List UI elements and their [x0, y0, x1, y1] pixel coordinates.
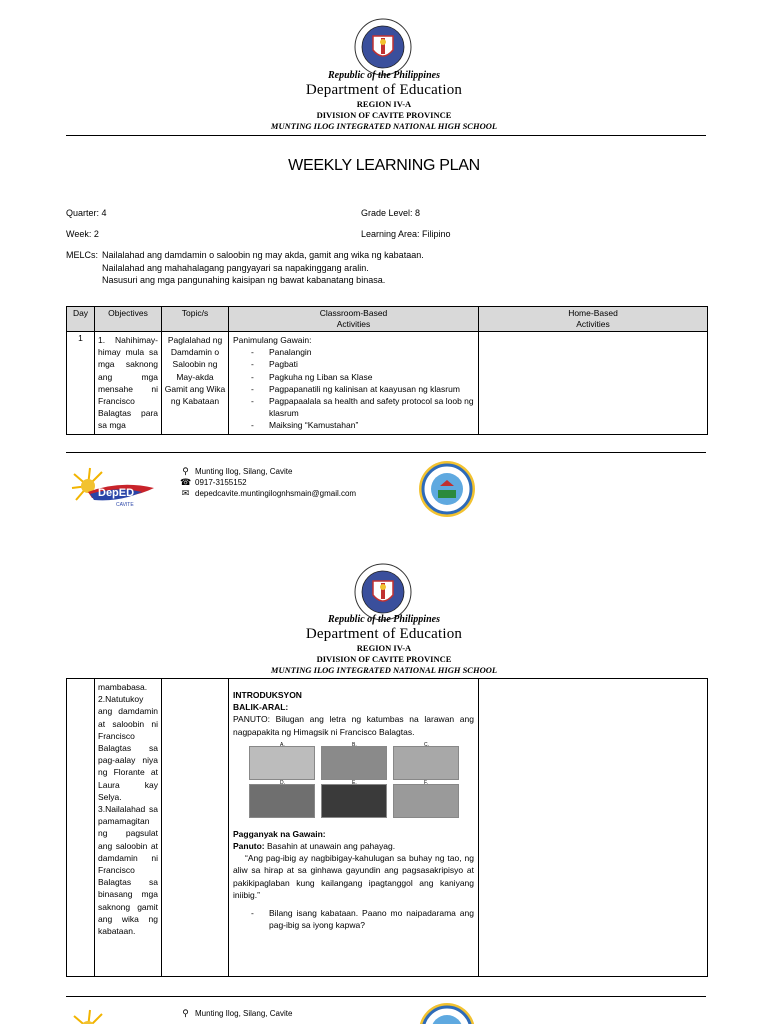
region-text: REGION IV-A — [356, 643, 412, 653]
school-logo-icon — [418, 1002, 476, 1024]
activities-list — [233, 346, 474, 431]
list-item: - Pagbati — [233, 358, 474, 370]
quarter-label: Quarter: 4 — [66, 208, 107, 218]
deped-cavite-logo — [70, 1008, 156, 1024]
page-title: WEEKLY LEARNING PLAN — [288, 157, 480, 174]
day-cell — [67, 679, 95, 977]
introduction-heading: INTRODUKSYON — [233, 690, 302, 700]
list-item: - Bilang isang kabataan. Paano mo naipadarama ang pag-ibig sa iyong kapwa? — [233, 907, 474, 931]
motivation-heading: Pagganyak na Gawain: — [233, 828, 326, 839]
classroom-activities-cell — [229, 332, 479, 435]
list-item: - Pagkuha ng Liban sa Klase — [233, 371, 474, 383]
choice-image: B. — [321, 746, 387, 780]
choice-image: D. — [249, 784, 315, 818]
deped-seal-icon — [354, 18, 412, 76]
deped-cavite-logo — [70, 466, 156, 508]
objectives-cell: 1. Nahihimay-himay mula sa mga saknong ang mga mensahe ni Francisco Balagtas para sa mga — [95, 332, 162, 435]
department-text: Department of Education — [305, 626, 463, 642]
footer-divider — [66, 996, 706, 997]
melc-item: Nailalahad ang mahahalagang pangyayari sa napakinggang aralin. — [102, 262, 369, 273]
melc-item: Nasusuri ang mga pangunahing kaisipan ng bawat kabanatang binasa. — [102, 275, 386, 285]
day-cell: 1 — [67, 332, 95, 435]
choice-image: A. — [249, 746, 315, 780]
telephone-icon: ☎ — [180, 477, 192, 487]
footer-divider — [66, 452, 706, 453]
header-day: Day — [67, 307, 95, 332]
classroom-activities-cell — [229, 679, 479, 977]
header-topics: Topic/s — [162, 307, 229, 332]
division-text: DIVISION OF CAVITE PROVINCE — [316, 110, 452, 120]
choice-image: E. — [321, 784, 387, 818]
contact-info — [180, 466, 356, 499]
envelope-icon: ✉ — [181, 488, 190, 498]
learning-plan-table-continued — [66, 678, 708, 977]
school-text: MUNTING ILOG INTEGRATED NATIONAL HIGH SCHOOL — [270, 665, 498, 675]
grade-level-label: Grade Level: 8 — [361, 208, 421, 218]
address-text: Munting Ilog, Silang, Cavite — [195, 467, 293, 476]
header-home: Home-Based Activities — [479, 307, 708, 332]
school-logo-icon — [418, 460, 476, 518]
list-item: - Pagpapanatili ng kalinisan at kaayusan ng klasrum — [233, 383, 474, 395]
contact-info — [180, 1008, 292, 1019]
motivation-instructions: Panuto: Basahin at unawain ang pahayag. — [233, 841, 396, 852]
deped-logo-subtext: CAVITE — [116, 502, 134, 508]
letterhead — [0, 614, 768, 676]
melcs-block — [66, 249, 526, 287]
question-list — [233, 907, 474, 931]
choice-image: F. — [393, 784, 459, 818]
header-classroom: Classroom-Based Activities — [229, 307, 479, 332]
melc-item: Nailalahad ang damdamin o saloobin ng may akda, gamit ang wika ng kabataan. — [102, 250, 424, 260]
picture-choices — [249, 741, 474, 818]
choice-image: C. — [393, 746, 459, 780]
header-objectives: Objectives — [95, 307, 162, 332]
header-divider — [66, 135, 706, 136]
department-text: Department of Education — [305, 82, 463, 98]
activities-title: Panimulang Gawain: — [233, 335, 312, 345]
review-instructions: PANUTO: Bilugan ang letra ng katumbas na larawan ang nagpapakita ng Himagsik ni Francisco Balagtas. — [233, 714, 474, 737]
page-2 — [0, 548, 768, 1024]
home-activities-cell — [479, 679, 708, 977]
table-row — [67, 332, 708, 435]
topics-cell — [162, 679, 229, 977]
melcs-label: MELCs: — [66, 250, 99, 260]
table-row — [67, 679, 708, 977]
home-activities-cell — [479, 332, 708, 435]
division-text: DIVISION OF CAVITE PROVINCE — [316, 654, 452, 664]
review-heading: BALIK-ARAL: — [233, 702, 289, 713]
learning-area-label: Learning Area: Filipino — [361, 229, 451, 239]
region-text: REGION IV-A — [356, 99, 412, 109]
list-item: - Pagpapaalala sa health and safety protocol sa loob ng klasrum — [233, 395, 474, 419]
learning-plan-table — [66, 306, 708, 435]
objectives-cell: mambabasa. 2.Natutukoy ang damdamin at saloobin ni Francisco Balagtas sa pag-aalay niya ng Florante at Laura kay Selya. 3.Nailalahad sa pamamagitan ng pagsulat ang saloobin at damdamin ni Francisco Balagtas sa binasang mga saknong gamit ang wika ng kabataan. — [95, 679, 162, 977]
location-pin-icon: ⚲ — [182, 1008, 189, 1018]
location-pin-icon: ⚲ — [182, 466, 189, 476]
deped-seal-icon — [354, 563, 412, 621]
republic-text: Republic of the Philippines — [328, 70, 440, 81]
list-item: - Maiksing “Kamustahan” — [233, 419, 474, 431]
letterhead — [0, 70, 768, 132]
email-text: depedcavite.muntingilognhsmain@gmail.com — [195, 489, 357, 498]
topics-cell: Paglalahad ng Damdamin o Saloobin ng May-akda Gamit ang Wika ng Kabataan — [162, 332, 229, 435]
republic-text: Republic of the Philippines — [328, 614, 440, 625]
address-text: Munting Ilog, Silang, Cavite — [195, 1009, 293, 1018]
list-item: - Panalangin — [233, 346, 474, 358]
deped-logo-text: DepED — [98, 487, 135, 499]
school-text: MUNTING ILOG INTEGRATED NATIONAL HIGH SCHOOL — [270, 121, 498, 131]
quote-text: “Ang pag-ibig ay nagbibigay-kahulugan sa buhay ng tao, ng aliw sa hirap at sa ginhawa gayundin ang pagsasakripisyo at pakikipaglaban kung kailangang ipagtanggol ang kaniyang iniibig.” — [233, 853, 474, 900]
phone-text: 0917-3155152 — [195, 478, 247, 487]
week-label: Week: 2 — [66, 229, 99, 239]
